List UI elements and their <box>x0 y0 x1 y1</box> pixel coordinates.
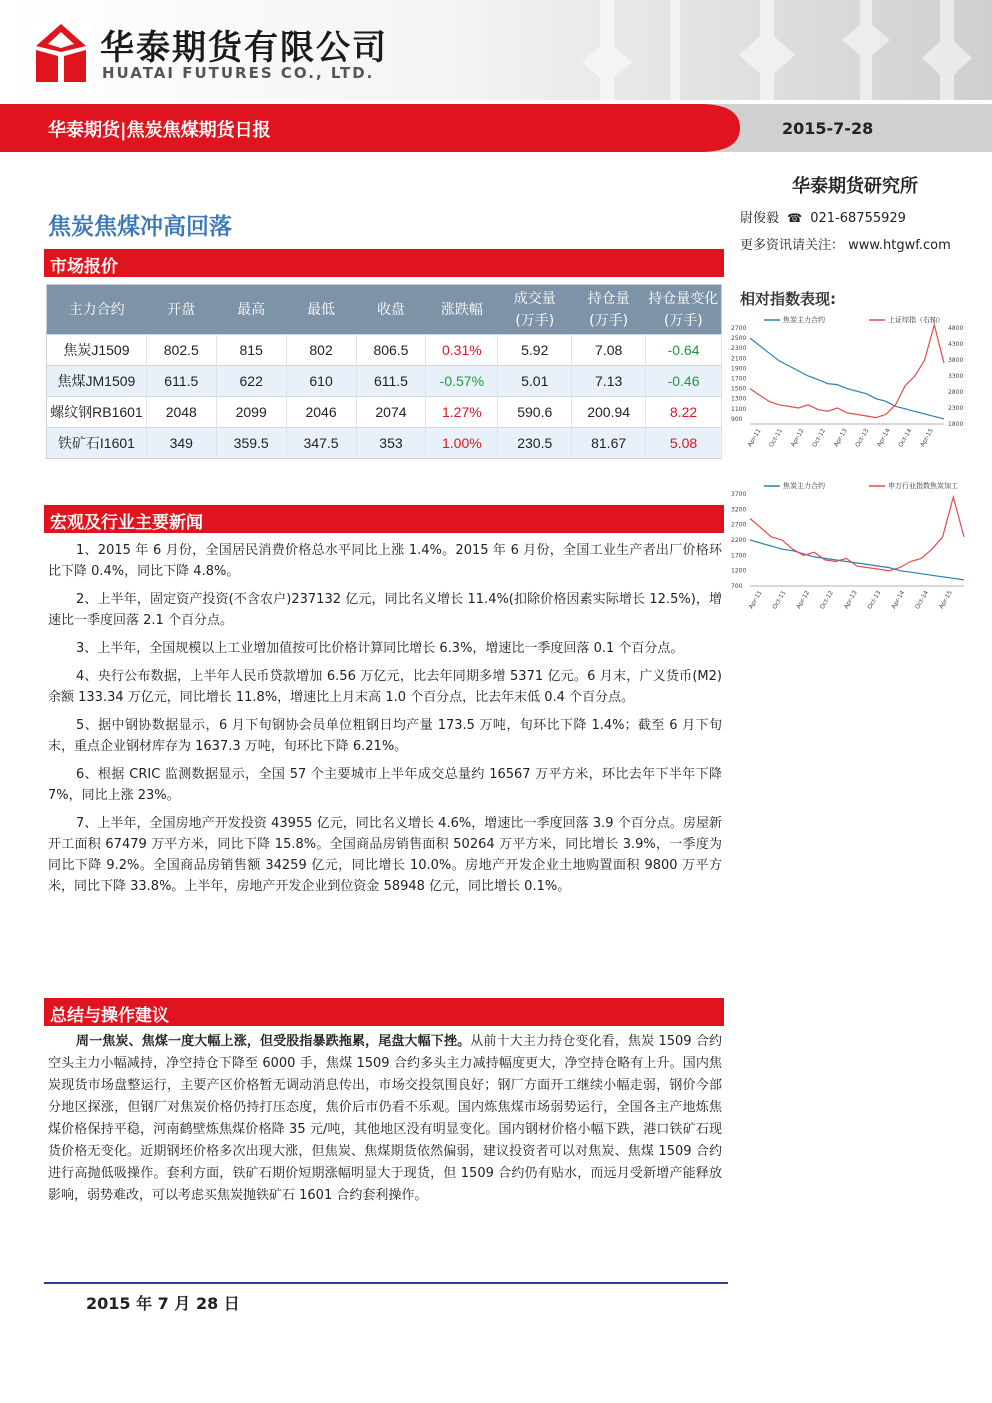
section-summary <box>44 998 724 1026</box>
chart-coke-vs-sector-svg <box>730 478 972 614</box>
cell-oi-change: -0.64 <box>646 335 722 366</box>
chart-coke-vs-shanghai-svg <box>730 312 972 452</box>
section-news-label: 宏观及行业主要新闻 <box>50 513 203 533</box>
legend-label: 焦炭主力合约 <box>783 482 825 490</box>
col-open: 开盘 <box>146 285 216 335</box>
y-tick-label: 700 <box>731 583 743 590</box>
cell-open-interest: 81.67 <box>572 428 646 459</box>
x-tick-label: Oct-13 <box>854 427 871 449</box>
chart-coke-vs-shanghai <box>730 312 972 452</box>
col-oi-change: 持仓量变化 (万手) <box>646 285 722 335</box>
cell-high: 359.5 <box>216 428 286 459</box>
phone-icon: ☎ <box>787 211 803 225</box>
x-tick-label: Apr-11 <box>746 427 763 449</box>
summary-text <box>48 1031 722 1207</box>
legend-label: 上证综指（右轴） <box>888 316 944 324</box>
news-item: 4、央行公布数据，上半年人民币贷款增加 6.56 万亿元，比去年同期多增 5371 亿元。6 月末，广义货币(M2)余额 133.34 万亿元，同比增长 11.8%，增速比上月末高 1.0 个百分点，比去年末低 0.4 个百分点。 <box>48 669 722 705</box>
col-volume: 成交量 (万手) <box>498 285 572 335</box>
legend-label: 焦炭主力合约 <box>783 316 825 324</box>
news-list <box>48 540 722 904</box>
cell-open-interest: 7.13 <box>572 366 646 397</box>
y-tick-label: 2700 <box>731 521 747 529</box>
cell-volume: 590.6 <box>498 397 572 428</box>
x-tick-label: Oct-14 <box>897 427 914 449</box>
col-close: 收盘 <box>356 285 426 335</box>
series-line <box>750 540 964 580</box>
article-title: 焦炭焦煤冲高回落 <box>48 214 232 240</box>
y-tick-label: 3200 <box>731 506 747 514</box>
website-link[interactable]: www.htgwf.com <box>848 238 951 253</box>
summary-body: 从前十大主力持仓变化看，焦炭 1509 合约空头主力小幅减持，净空持仓下降至 6000 手，焦煤 1509 合约多头主力减持幅度更大，净空持仓略有上升。国内焦炭现货市场盘整运行，主要产区价格暂无调动消息传出，市场交投氛围良好；钢厂方面开工继续小幅走弱，钢价今部分地区探涨，但钢厂对焦炭价格仍持打压态度，焦价后市仍看不乐观。国内炼焦煤市场弱势运行，全国各主产地炼焦煤价格保持平稳，河南鹤壁炼焦煤价格降 35 元/吨，其他地区没有明显变化。国内钢材价格小幅下跌，港口铁矿石现货价格无变化。近期钢坯价格多次出现大涨，但焦炭、焦煤期货依然偏弱，建议投资者可以对焦炭、焦煤 1509 合约进行高抛低吸操作。套利方面，铁矿石期价短期涨幅明显大于现货，但 1509 合约仍有贴水，而远月受新增产能释放影响，弱势难改，可以考虑买焦炭抛铁矿石 1601 合约套利操作。 <box>48 1034 722 1203</box>
section-summary-label: 总结与操作建议 <box>50 1006 169 1026</box>
y-tick-label: 1200 <box>731 567 747 575</box>
y-right-tick-label: 3800 <box>948 357 964 364</box>
cell-low: 802 <box>286 335 356 366</box>
news-item: 3、上半年，全国规模以上工业增加值按可比价格计算同比增长 6.3%，增速比一季度回落 0.1 个百分点。 <box>76 641 684 656</box>
company-name-cn: 华泰期货有限公司 <box>100 28 388 68</box>
cell-open: 2048 <box>146 397 216 428</box>
cell-contract: 焦炭J1509 <box>47 335 147 366</box>
y-right-tick-label: 2800 <box>948 389 964 396</box>
cell-low: 2046 <box>286 397 356 428</box>
company-name-en: HUATAI FUTURES CO., LTD. <box>102 64 375 82</box>
y-tick-label: 1700 <box>731 375 747 383</box>
header-decoration <box>560 0 992 100</box>
y-tick-label: 1700 <box>731 552 747 560</box>
cell-close: 611.5 <box>356 366 426 397</box>
cell-high: 2099 <box>216 397 286 428</box>
x-tick-label: Apr-11 <box>747 589 764 611</box>
x-tick-label: Oct-11 <box>767 427 785 449</box>
analyst-name: 尉俊毅 <box>740 211 780 226</box>
cell-open-interest: 200.94 <box>572 397 646 428</box>
y-right-tick-label: 3300 <box>948 373 964 380</box>
y-right-tick-label: 1800 <box>948 421 964 428</box>
institute-name: 华泰期货研究所 <box>792 176 918 197</box>
analyst-contact <box>740 207 906 226</box>
cell-oi-change: 5.08 <box>646 428 722 459</box>
cell-oi-change: -0.46 <box>646 366 722 397</box>
x-tick-label: Apr-13 <box>842 589 859 611</box>
cell-change: 1.00% <box>426 428 498 459</box>
summary-lead: 周一焦炭、焦煤一度大幅上涨，但受股指暴跌拖累，尾盘大幅下挫。 <box>76 1034 471 1049</box>
news-item: 2、上半年，固定资产投资(不含农户)237132 亿元，同比名义增长 11.4%(扣除价格因素实际增长 12.5%)，增速比一季度回落 2.1 个百分点。 <box>48 592 722 628</box>
y-right-tick-label: 2300 <box>948 405 964 412</box>
table-row <box>47 397 722 428</box>
x-tick-label: Apr-13 <box>832 427 849 449</box>
x-tick-label: Oct-13 <box>866 589 883 611</box>
series-line <box>750 497 964 571</box>
table-row <box>47 366 722 397</box>
cell-high: 622 <box>216 366 286 397</box>
report-title: 华泰期货|焦炭焦煤期货日报 <box>48 120 271 141</box>
cell-contract: 焦煤JM1509 <box>47 366 147 397</box>
cell-volume: 5.01 <box>498 366 572 397</box>
y-tick-label: 1900 <box>731 365 747 373</box>
footer-divider <box>44 1282 728 1284</box>
chart-coke-vs-sector <box>730 478 972 614</box>
cell-volume: 230.5 <box>498 428 572 459</box>
cell-change: 0.31% <box>426 335 498 366</box>
x-tick-label: Apr-12 <box>789 427 806 449</box>
page-header <box>0 0 992 100</box>
news-item: 5、据中钢协数据显示，6 月下旬钢协会员单位粗钢日均产量 173.5 万吨，旬环比下降 1.4%；截至 6 月下旬末，重点企业钢材库存为 1637.3 万吨，旬环比下降 6.21%。 <box>48 718 722 754</box>
series-line <box>750 338 944 419</box>
cell-close: 806.5 <box>356 335 426 366</box>
cell-open: 802.5 <box>146 335 216 366</box>
cell-low: 347.5 <box>286 428 356 459</box>
x-tick-label: Apr-15 <box>937 589 954 611</box>
more-info <box>740 234 951 253</box>
y-tick-label: 2100 <box>731 355 747 363</box>
x-tick-label: Oct-14 <box>913 589 931 611</box>
table-row <box>47 335 722 366</box>
col-contract: 主力合约 <box>47 285 147 335</box>
cell-open: 349 <box>146 428 216 459</box>
y-tick-label: 1300 <box>731 395 747 403</box>
y-tick-label: 2300 <box>731 345 747 353</box>
footer-date: 2015 年 7 月 28 日 <box>86 1294 240 1313</box>
cell-close: 353 <box>356 428 426 459</box>
col-change: 涨跌幅 <box>426 285 498 335</box>
col-high: 最高 <box>216 285 286 335</box>
y-tick-label: 2700 <box>731 325 747 332</box>
x-tick-label: Oct-12 <box>818 589 835 611</box>
news-item: 1、2015 年 6 月份，全国居民消费价格总水平同比上涨 1.4%。2015 年 6 月份，全国工业生产者出厂价格环比下降 0.4%，同比下降 4.8%。 <box>48 543 722 579</box>
y-right-tick-label: 4800 <box>948 325 964 332</box>
cell-contract: 铁矿石I1601 <box>47 428 147 459</box>
x-tick-label: Oct-11 <box>771 589 788 611</box>
cell-close: 2074 <box>356 397 426 428</box>
y-tick-label: 2500 <box>731 335 747 343</box>
report-date: 2015-7-28 <box>782 119 874 138</box>
cell-oi-change: 8.22 <box>646 397 722 428</box>
x-tick-label: Oct-12 <box>811 427 828 449</box>
col-low: 最低 <box>286 285 356 335</box>
table-row <box>47 428 722 459</box>
cell-change: 1.27% <box>426 397 498 428</box>
section-news <box>44 505 724 533</box>
x-tick-label: Apr-14 <box>890 589 907 611</box>
y-tick-label: 3700 <box>731 491 747 498</box>
section-market-quotes <box>44 249 724 277</box>
y-right-tick-label: 4300 <box>948 341 964 348</box>
quote-table <box>46 284 722 459</box>
legend-label: 申万行业指数焦炭加工 <box>888 482 958 490</box>
y-tick-label: 1500 <box>731 385 747 393</box>
analyst-phone: 021-68755929 <box>810 211 906 226</box>
x-tick-label: Apr-14 <box>875 427 892 449</box>
company-logo-icon <box>30 22 92 84</box>
cell-contract: 螺纹钢RB1601 <box>47 397 147 428</box>
cell-high: 815 <box>216 335 286 366</box>
y-tick-label: 900 <box>731 415 743 423</box>
cell-low: 610 <box>286 366 356 397</box>
news-item: 6、根据 CRIC 监测数据显示，全国 57 个主要城市上半年成交总量约 16567 万平方米，环比去年下半年下降 7%，同比上涨 23%。 <box>48 767 722 803</box>
y-tick-label: 1100 <box>731 405 747 413</box>
x-tick-label: Apr-12 <box>795 589 812 611</box>
col-open-interest: 持仓量 (万手) <box>572 285 646 335</box>
cell-change: -0.57% <box>426 366 498 397</box>
relative-index-label: 相对指数表现: <box>740 290 836 308</box>
series-line <box>750 325 944 418</box>
y-tick-label: 2200 <box>731 537 747 544</box>
news-item: 7、上半年，全国房地产开发投资 43955 亿元，同比名义增长 4.6%，增速比一季度回落 3.9 个百分点。房屋新开工面积 67479 万平方米，同比下降 15.8%。全国商品房销售面积 50264 万平方米，同比增长 3.9%，一季度为同比下降 9.2%。全国商品房销售额 34259 亿元，同比增长 10.0%。房地产开发企业土地购置面积 9800 万平方米，同比下降 33.8%。上半年，房地产开发企业到位资金 58948 亿元，同比增长 0.1%。 <box>48 816 722 894</box>
more-info-label: 更多资讯请关注： <box>740 238 845 253</box>
quote-table-header <box>47 285 722 335</box>
x-tick-label: Apr-15 <box>918 427 935 449</box>
cell-volume: 5.92 <box>498 335 572 366</box>
cell-open: 611.5 <box>146 366 216 397</box>
section-market-quotes-label: 市场报价 <box>50 257 118 277</box>
cell-open-interest: 7.08 <box>572 335 646 366</box>
